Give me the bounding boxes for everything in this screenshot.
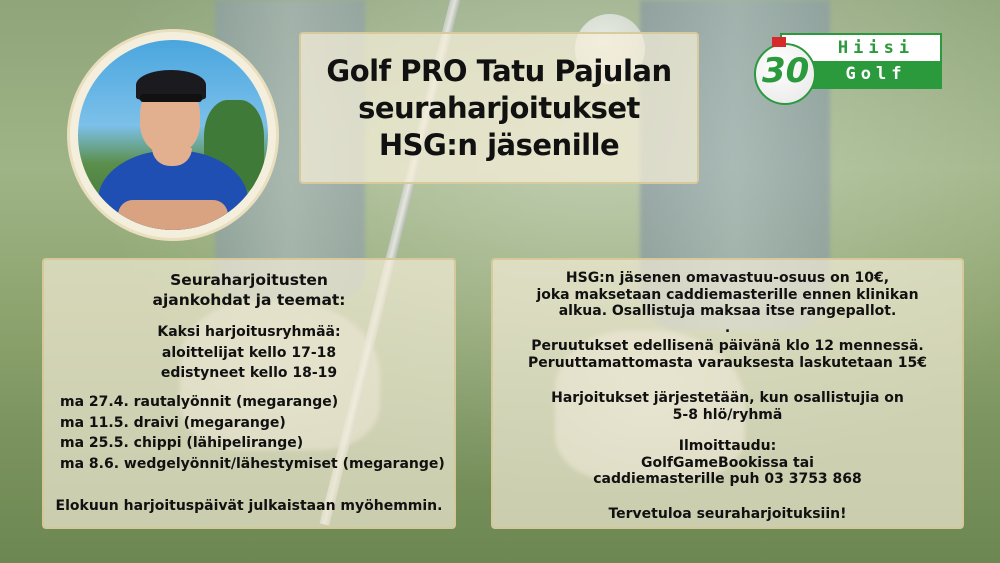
fee-line: HSG:n jäsenen omavastuu-osuus on 10€,	[565, 270, 890, 286]
group-size-line: Harjoitukset järjestetään, kun osallistujia on	[551, 390, 904, 406]
groups-line: Kaksi harjoitusryhmää:	[157, 324, 341, 340]
cancel-line: Peruutukset edellisenä päivänä klo 12 mennessä.	[531, 338, 924, 354]
schedule-heading-line: ajankohdat ja teemat:	[152, 291, 346, 309]
training-groups	[44, 322, 454, 384]
title-line-2: seuraharjoitukset	[358, 90, 640, 125]
logo-top-text: Hiisi	[782, 35, 940, 61]
flag-icon	[772, 37, 786, 47]
title-box	[299, 32, 699, 184]
schedule-list	[60, 392, 450, 474]
fee-line: joka maksetaan caddiemasterille ennen klinikan	[536, 286, 919, 303]
hiisi-golf-logo	[754, 33, 942, 105]
signup-line: Ilmoittaudu:	[678, 438, 777, 454]
logo-bottom-text: Golf	[782, 61, 940, 87]
group-size-info	[493, 390, 962, 423]
schedule-item: ma 8.6. wedgelyönnit/lähestymiset (megarange)	[60, 455, 445, 472]
schedule-panel	[42, 258, 456, 529]
groups-line: edistyneet kello 18-19	[160, 365, 338, 381]
signup-info	[493, 438, 962, 488]
schedule-heading-line: Seuraharjoitusten	[170, 271, 328, 289]
groups-line: aloittelijat kello 17-18	[161, 344, 337, 361]
coach-avatar	[78, 40, 268, 230]
fee-line: alkua. Osallistuja maksaa itse rangepallot.	[558, 303, 897, 319]
logo-number: 30	[762, 51, 810, 91]
schedule-footer: Elokuun harjoituspäivät julkaistaan myöhemmin.	[55, 498, 443, 514]
schedule-item: ma 11.5. draivi (megarange)	[60, 414, 286, 431]
cancel-line: Peruuttamattomasta varauksesta laskutetaan 15€	[528, 354, 927, 371]
title-line-3: HSG:n jäsenille	[378, 127, 620, 162]
details-panel	[491, 258, 964, 529]
group-size-line: 5-8 hlö/ryhmä	[672, 406, 783, 423]
page-title	[326, 53, 671, 164]
fee-info	[493, 270, 962, 336]
signup-line: caddiemasterille puh 03 3753 868	[593, 471, 862, 487]
fee-line: .	[724, 319, 731, 336]
schedule-item: ma 27.4. rautalyönnit (megarange)	[60, 394, 339, 410]
signup-line: GolfGameBookissa tai	[641, 454, 814, 471]
coach-avatar-frame	[70, 32, 276, 238]
schedule-item: ma 25.5. chippi (lähipelirange)	[60, 435, 304, 451]
cancellation-info	[493, 338, 962, 371]
schedule-heading	[44, 270, 454, 310]
welcome-text: Tervetuloa seuraharjoituksiin!	[608, 506, 847, 522]
title-line-1: Golf PRO Tatu Pajulan	[326, 53, 672, 88]
